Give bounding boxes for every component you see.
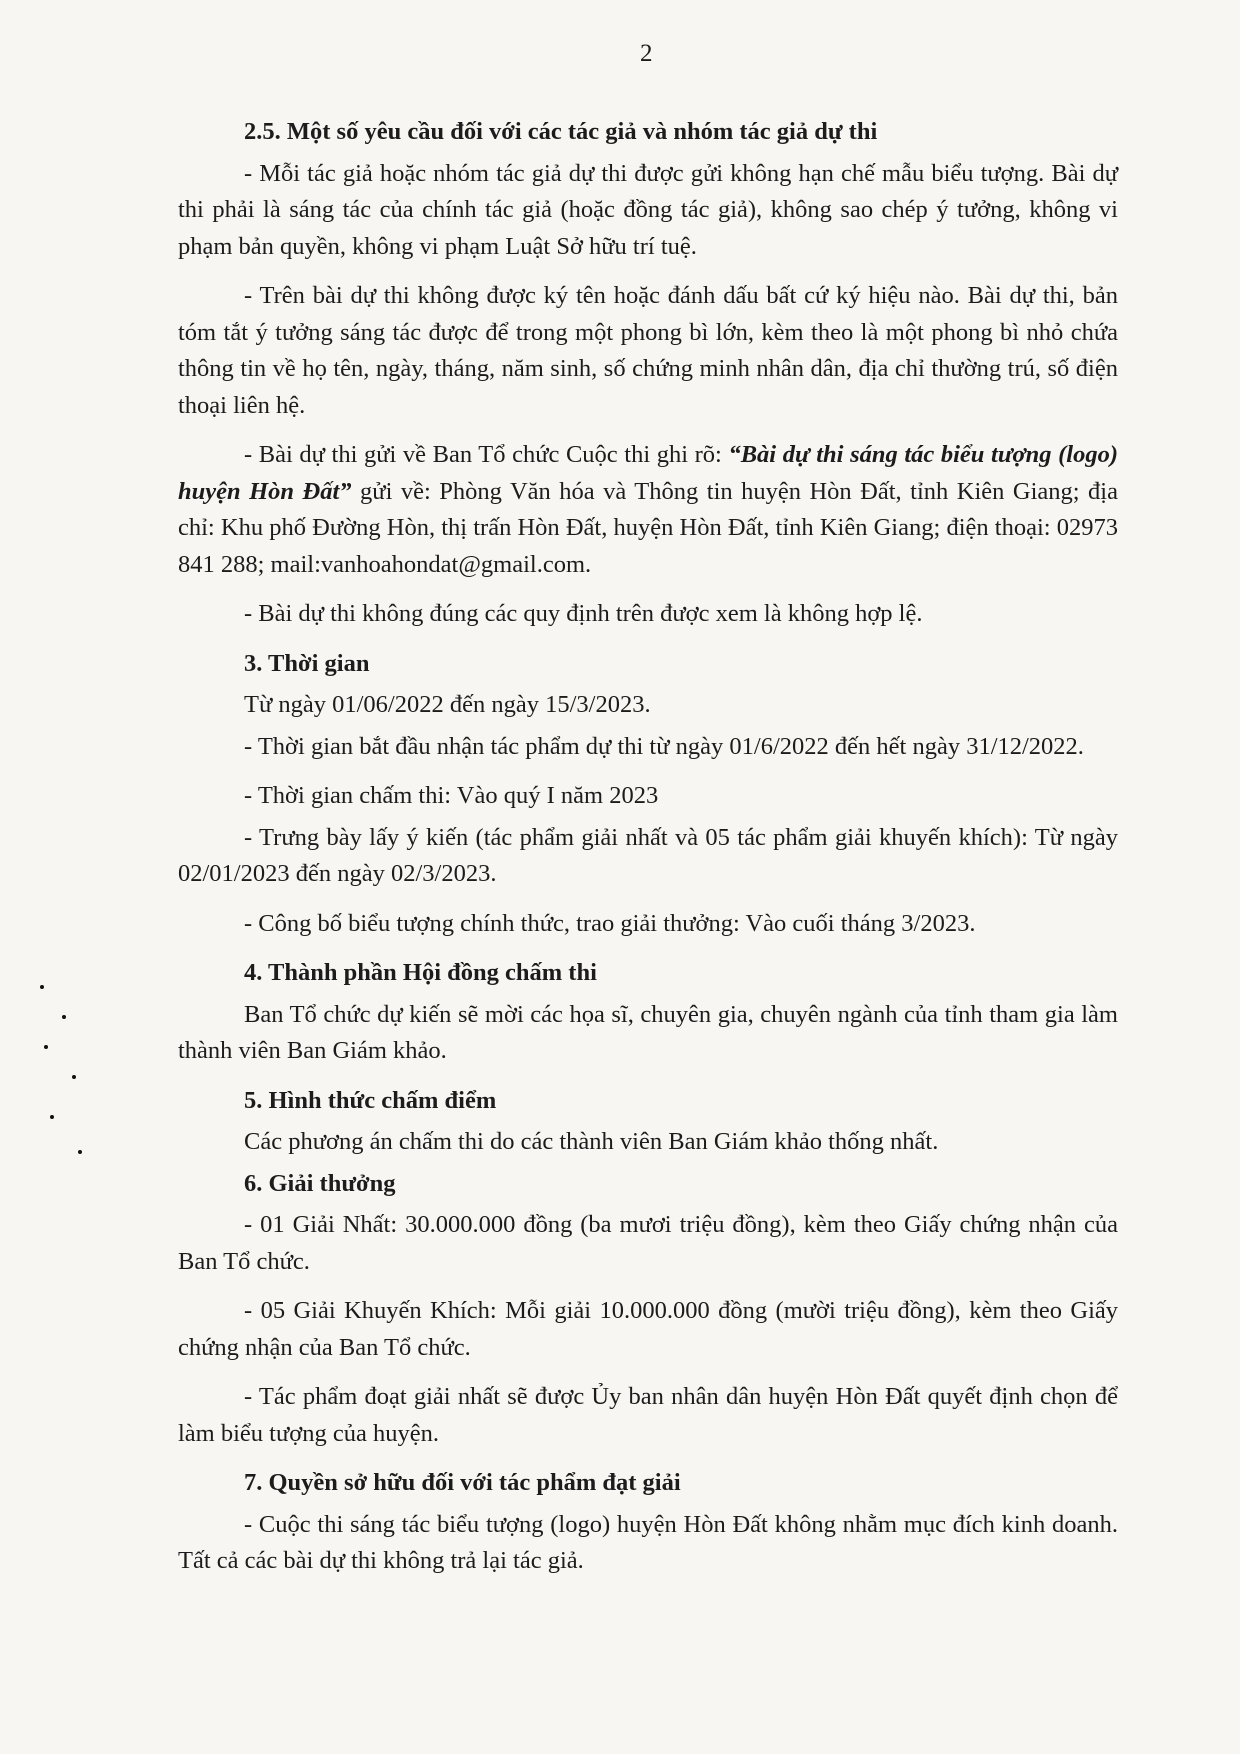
heading-2-5: 2.5. Một số yêu cầu đối với các tác giả và nhóm tác giả dự thi	[244, 118, 878, 145]
paragraph: - Trên bài dự thi không được ký tên hoặc đánh dấu bất cứ ký hiệu nào. Bài dự thi, bản tóm tắt ý tưởng sáng tác được để trong một phong bì lớn, kèm theo là một phong bì nhỏ chứa thông tin về họ tên, ngày, tháng, năm sinh, số chứng minh nhân dân, địa chỉ thường trú, số điện thoại liên hệ.	[178, 282, 1118, 419]
heading-3: 3. Thời gian	[244, 649, 370, 677]
paragraph: Từ ngày 01/06/2022 đến ngày 15/3/2023.	[244, 691, 651, 718]
paragraph: - Tác phẩm đoạt giải nhất sẽ được Ủy ban nhân dân huyện Hòn Đất quyết định chọn để làm biểu tượng của huyện.	[178, 1383, 1118, 1447]
paragraph-text: gửi về: Phòng Văn hóa và Thông tin huyện Hòn Đất, tỉnh Kiên Giang; địa chỉ: Khu phố Đường Hòn, thị trấn Hòn Đất, huyện Hòn Đất, tỉnh Kiên Giang; điện thoại: 02973 841 288; mail:vanhoahondat@gmail.com.	[178, 477, 1118, 578]
paragraph: Các phương án chấm thi do các thành viên Ban Giám khảo thống nhất.	[244, 1128, 939, 1155]
paragraph: - 05 Giải Khuyến Khích: Mỗi giải 10.000.000 đồng (mười triệu đồng), kèm theo Giấy chứng nhận của Ban Tổ chức.	[178, 1297, 1118, 1361]
heading-7: 7. Quyền sở hữu đối với tác phẩm đạt giải	[244, 1469, 681, 1496]
paragraph: - Công bố biểu tượng chính thức, trao giải thưởng: Vào cuối tháng 3/2023.	[244, 909, 976, 937]
paragraph: - Bài dự thi không đúng các quy định trên được xem là không hợp lệ.	[244, 600, 923, 627]
paragraph: - Trưng bày lấy ý kiến (tác phẩm giải nhất và 05 tác phẩm giải khuyến khích): Từ ngày 02/01/2023 đến ngày 02/3/2023.	[178, 823, 1118, 887]
paragraph: - Cuộc thi sáng tác biểu tượng (logo) huyện Hòn Đất không nhằm mục đích kinh doanh. Tất cả các bài dự thi không trả lại tác giả.	[178, 1510, 1118, 1574]
paragraph: - Mỗi tác giả hoặc nhóm tác giả dự thi được gửi không hạn chế mẫu biểu tượng. Bài dự thi phải là sáng tác của chính tác giả (hoặc đồng tác giả), không sao chép ý tưởng, không vi phạm bản quyền, không vi phạm Luật Sở hữu trí tuệ.	[178, 159, 1118, 260]
paragraph-submission	[178, 437, 1118, 583]
document-body	[178, 114, 1118, 1580]
heading-5: 5. Hình thức chấm điểm	[244, 1086, 497, 1114]
paragraph-text: - Bài dự thi gửi về Ban Tổ chức Cuộc thi ghi rõ:	[244, 441, 729, 468]
paragraph: - Thời gian chấm thi: Vào quý I năm 2023	[244, 782, 659, 809]
heading-4: 4. Thành phần Hội đồng chấm thi	[244, 959, 597, 986]
paragraph: - Thời gian bắt đầu nhận tác phẩm dự thi từ ngày 01/6/2022 đến hết ngày 31/12/2022.	[244, 732, 1084, 760]
stamp-trace-marks	[32, 975, 92, 1175]
page-number: 2	[640, 40, 653, 67]
paragraph: Ban Tổ chức dự kiến sẽ mời các họa sĩ, chuyên gia, chuyên ngành của tỉnh tham gia làm thành viên Ban Giám khảo.	[178, 1000, 1118, 1064]
submission-title: “Bài dự thi sáng tác biểu tượng (logo) huyện Hòn Đất”	[178, 441, 1118, 505]
paragraph: - 01 Giải Nhất: 30.000.000 đồng (ba mươi triệu đồng), kèm theo Giấy chứng nhận của Ban Tổ chức.	[178, 1211, 1118, 1275]
heading-6: 6. Giải thưởng	[244, 1169, 396, 1197]
